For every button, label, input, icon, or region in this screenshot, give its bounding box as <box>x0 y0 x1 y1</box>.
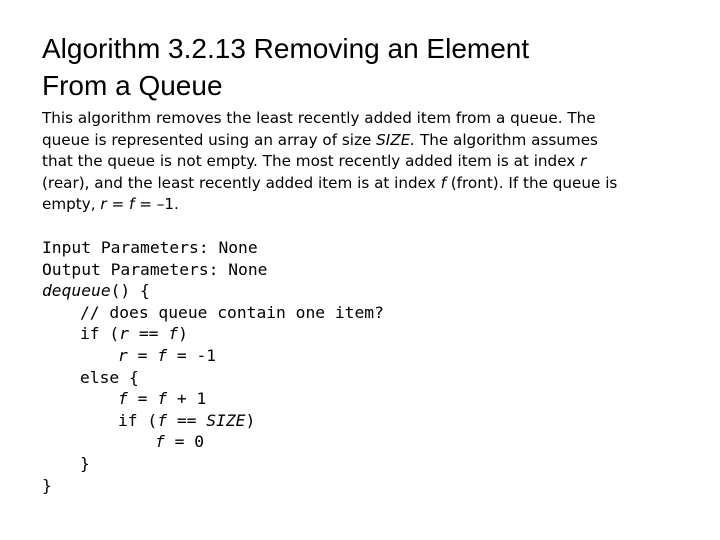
description-line-3 <box>42 151 710 173</box>
code-increment-line <box>42 388 702 410</box>
description-text: empty, <box>42 195 101 213</box>
algorithm-description <box>42 108 710 216</box>
description-line-1: This algorithm removes the least recently added item from a queue. The <box>42 109 596 127</box>
front-variable: f <box>129 195 135 213</box>
rear-variable: r <box>100 195 107 213</box>
code-token: = 0 <box>164 432 205 452</box>
code-if-size-line <box>42 410 702 432</box>
code-token: () { <box>110 281 150 301</box>
front-variable: f <box>118 389 128 409</box>
code-close-brace-outer: } <box>42 475 52 495</box>
front-variable: f <box>155 432 165 452</box>
rear-variable: r <box>119 324 130 344</box>
code-token: = -1 <box>167 345 217 365</box>
description-text: (front). If the queue is <box>445 173 618 192</box>
code-close-brace-inner: } <box>80 453 90 473</box>
code-output-params: Output Parameters: None <box>42 259 268 279</box>
pseudocode-block <box>42 237 702 496</box>
code-function-signature <box>42 280 702 302</box>
code-token: ) <box>245 410 256 430</box>
rear-variable: r <box>580 152 587 170</box>
code-token: = <box>127 389 158 409</box>
rear-variable: r <box>118 345 128 365</box>
description-line-5 <box>42 194 710 216</box>
code-token: ) <box>178 324 188 344</box>
description-text: = <box>106 195 130 213</box>
front-variable: f <box>168 324 179 344</box>
front-variable: f <box>440 173 446 192</box>
title-line-1: Algorithm 3.2.13 Removing an Element <box>42 33 530 64</box>
code-assign-line <box>42 345 702 367</box>
code-token: == <box>129 324 169 344</box>
front-variable: f <box>157 345 168 365</box>
size-term: SIZE. <box>376 130 416 149</box>
code-input-params: Input Parameters: None <box>42 238 258 257</box>
description-text: The algorithm assumes <box>415 130 598 149</box>
code-comment: // does queue contain one item? <box>80 302 384 322</box>
code-token: + 1 <box>167 389 207 409</box>
code-token: if ( <box>118 410 158 430</box>
code-token: = <box>127 345 158 365</box>
code-if-line <box>42 323 702 345</box>
front-variable: f <box>157 410 168 430</box>
description-text: = –1. <box>134 195 179 213</box>
size-term: SIZE <box>206 410 246 430</box>
code-else-line: else { <box>80 367 139 387</box>
slide-title <box>42 30 692 104</box>
code-token: == <box>167 410 207 430</box>
front-variable: f <box>157 389 168 409</box>
description-line-2 <box>42 130 710 152</box>
description-text: (rear), and the least recently added item is at index <box>42 173 441 192</box>
description-text: that the queue is not empty. The most recently added item is at index <box>42 152 581 170</box>
description-text: queue is represented using an array of size <box>42 130 377 149</box>
code-token: if ( <box>80 324 120 344</box>
function-name: dequeue <box>42 281 111 301</box>
code-reset-line <box>42 431 702 453</box>
description-line-4 <box>42 173 710 195</box>
title-line-2: From a Queue <box>42 70 223 101</box>
